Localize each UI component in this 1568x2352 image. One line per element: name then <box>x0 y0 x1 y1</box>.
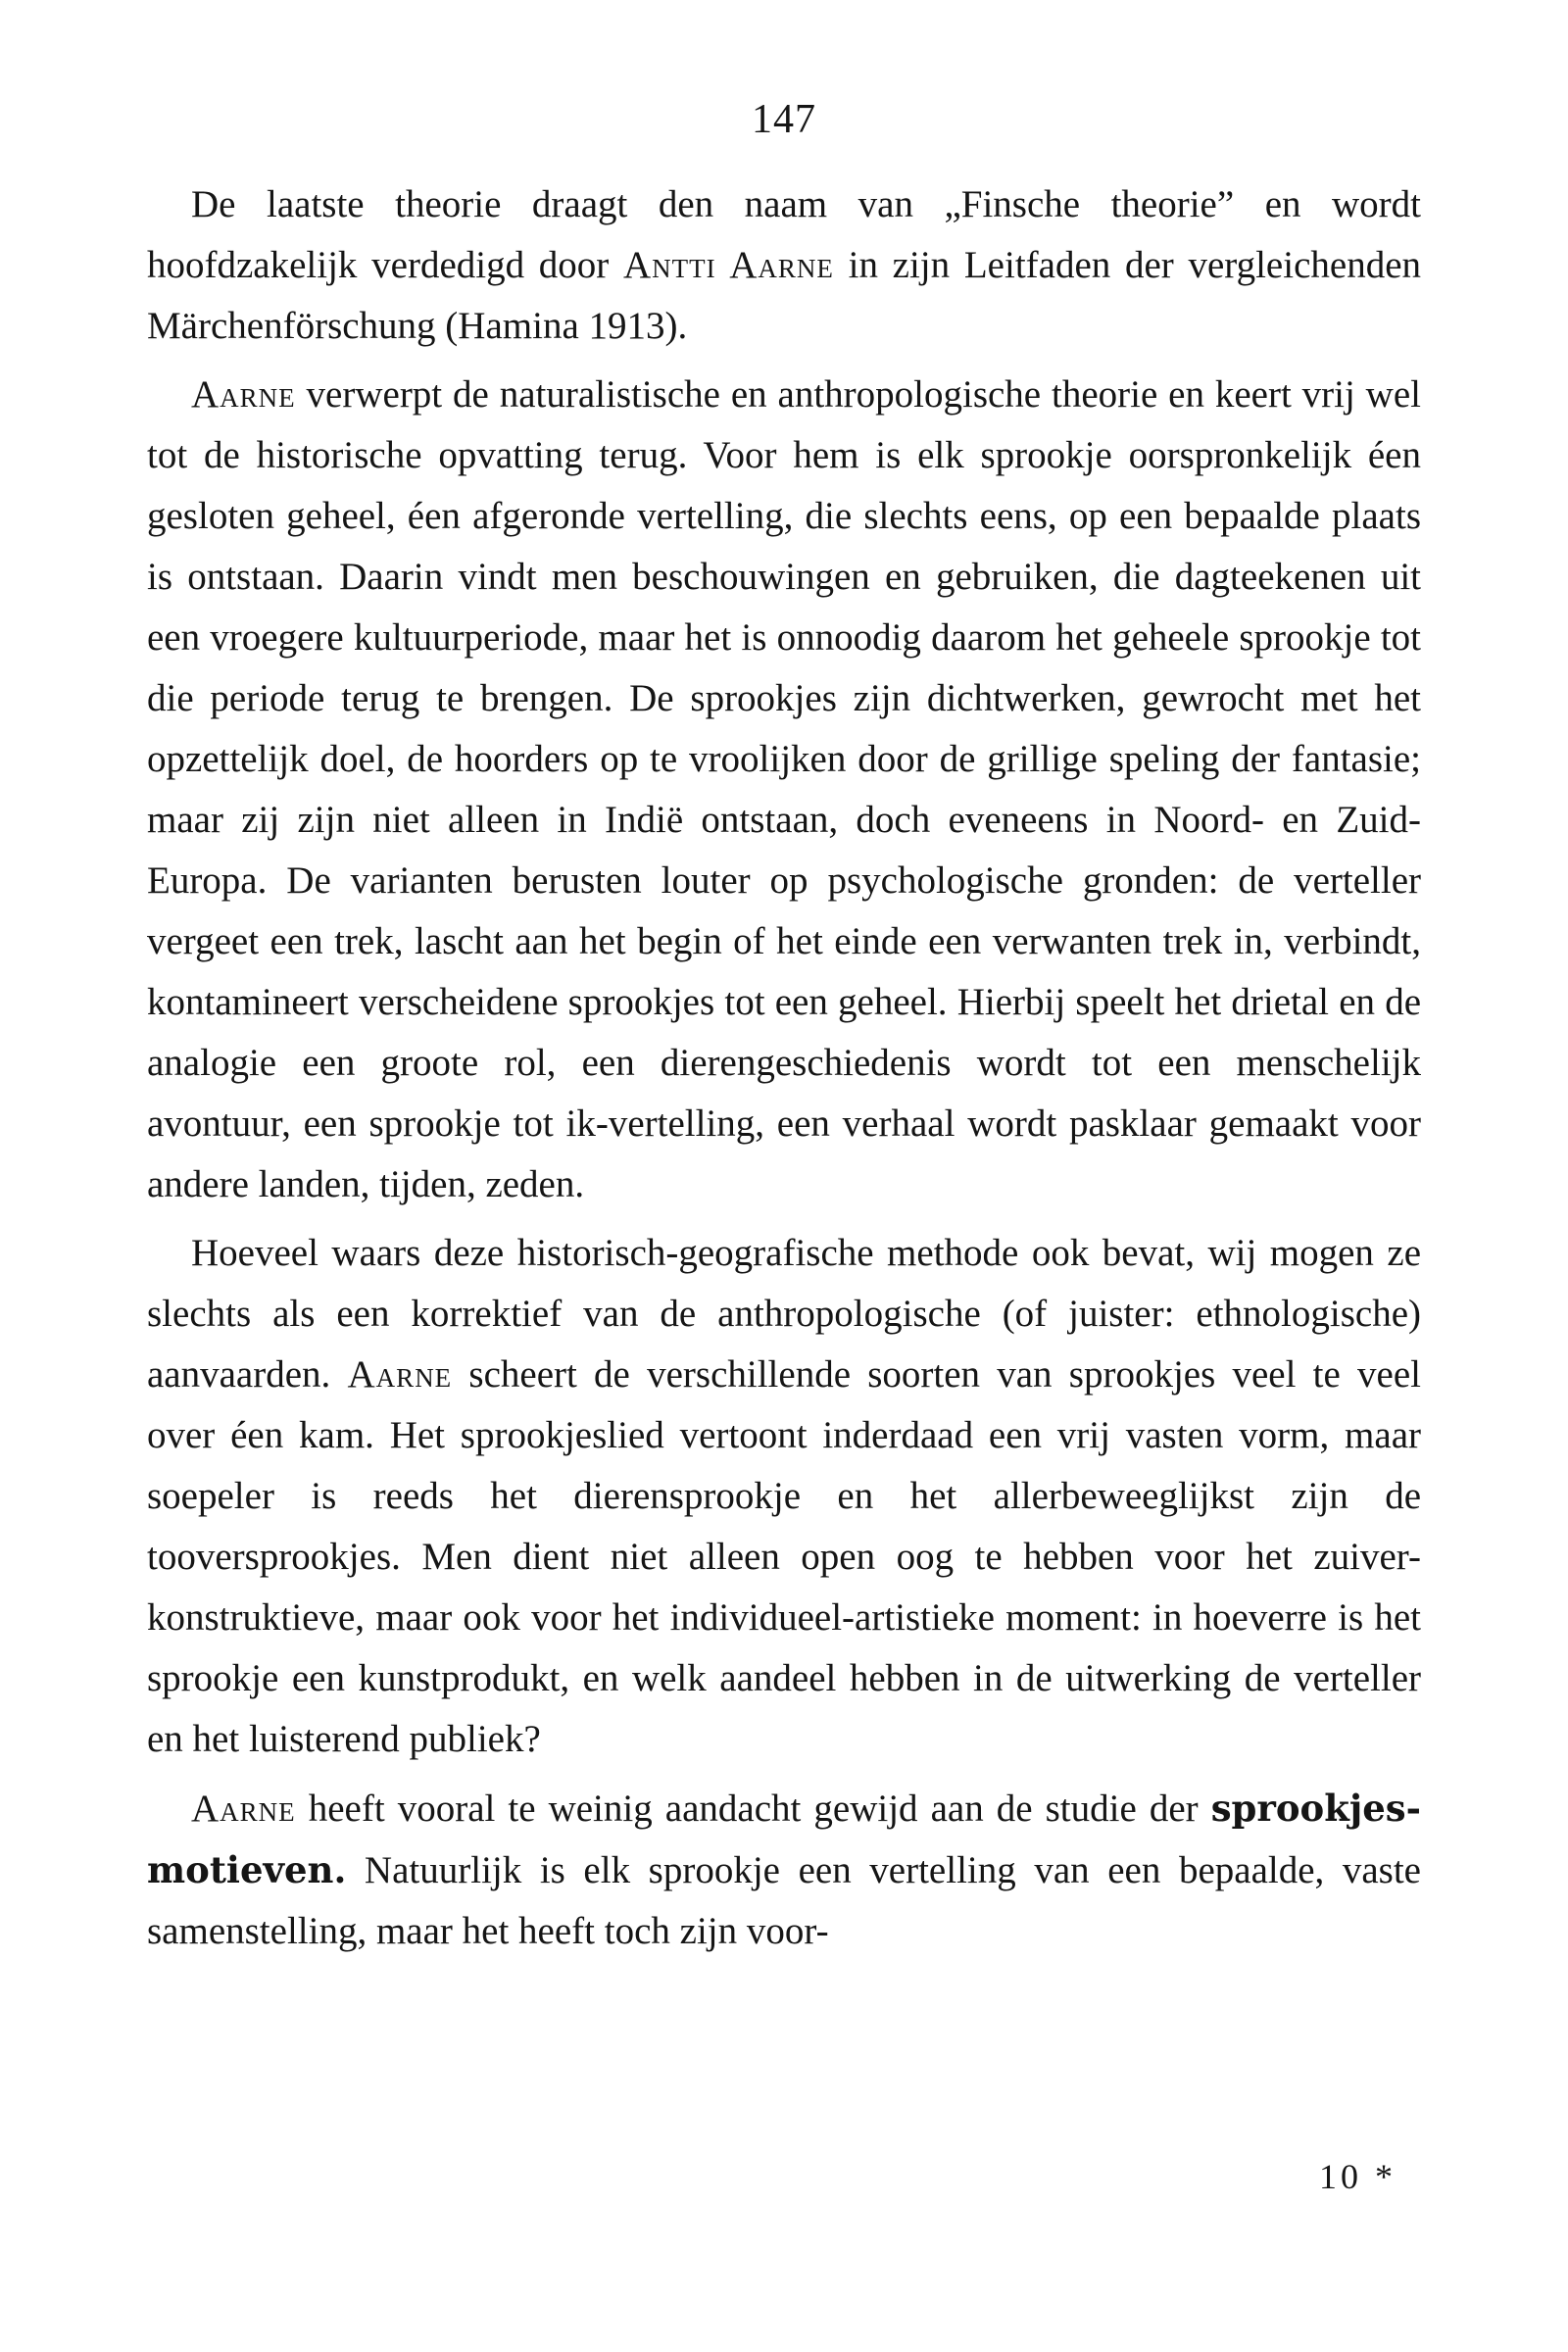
author-name: Aarne <box>347 1353 453 1396</box>
paragraph-1-text-a: De laatste theorie draagt den naam van „Finsche theorie” en wordt hoofdzakelijk verdedigd door <box>147 183 1421 286</box>
author-name: Antti Aarne <box>623 244 834 286</box>
author-name: Aarne <box>191 373 296 416</box>
paragraph-4-text-b: Natuurlijk is elk sprookje een vertelling van een bepaalde, vaste samenstelling, maar het heeft toch zijn voor- <box>147 1849 1421 1952</box>
paragraph-1 <box>147 174 1421 357</box>
paragraph-3-text-a: Hoeveel waars deze historisch-geografische methode ook bevat, wij mogen ze slechts als een korrektief van de anthropologische (of juister: ethnologische) aanvaarden. <box>147 1232 1421 1396</box>
paragraph-4-text-a: heeft vooral te weinig aandacht gewijd aan de studie der <box>295 1788 1211 1830</box>
body-text <box>147 174 1421 1962</box>
author-name: Aarne <box>191 1788 296 1830</box>
signature-mark: 10 * <box>1319 2157 1396 2196</box>
paragraph-4 <box>147 1778 1421 1962</box>
page-number: 147 <box>752 97 816 142</box>
paragraph-1-text-b: in zijn Leitfaden der vergleichenden Märchenförschung (Hamina 1913). <box>147 244 1422 347</box>
paragraph-3 <box>147 1223 1421 1770</box>
paragraph-2 <box>147 365 1421 1215</box>
paragraph-2-text: verwerpt de naturalistische en anthropologische theorie en keert vrij wel tot de historische opvatting terug. Voor hem is elk sprookje oorspronkelijk éen gesloten geheel, éen afgeronde vertelling, die slechts eens, op een bepaalde plaats is ontstaan. Daarin vindt men beschouwingen en gebruiken, die dagteekenen uit een vroegere kultuurperiode, maar het is onnoodig daarom het geheele sprookje tot die periode terug te brengen. De sprookjes zijn dichtwerken, gewrocht met het opzettelijk doel, de hoorders op te vroolijken door de grillige speling der fantasie; maar zij zijn niet alleen in Indië ontstaan, doch eveneens in Noord- en Zuid-Europa. De varianten berusten louter op psychologische gronden: de verteller vergeet een trek, lascht aan het begin of het einde een verwanten trek in, verbindt, kontamineert verscheidene sprookjes tot een geheel. Hierbij speelt het drietal en de analogie een groote rol, een dierengeschiedenis wordt tot een menschelijk avontuur, een sprookje tot ik-vertelling, een verhaal wordt pasklaar gemaakt voor andere landen, tijden, zeden. <box>147 373 1421 1205</box>
paragraph-3-text-b: scheert de verschillende soorten van sprookjes veel te veel over éen kam. Het sprookjeslied vertoont inderdaad een vrij vasten vorm, maar soepeler is reeds het dierensprookje en het allerbeweeglijkst zijn de tooversprookjes. Men dient niet alleen open oog te hebben voor het zuiver-konstruktieve, maar ook voor het individueel-artistieke moment: in hoeverre is het sprookje een kunstprodukt, en welk aandeel hebben in de uitwerking de verteller en het luisterend publiek? <box>147 1353 1421 1760</box>
bold-term: sprookjes-motieven. <box>147 1787 1421 1891</box>
